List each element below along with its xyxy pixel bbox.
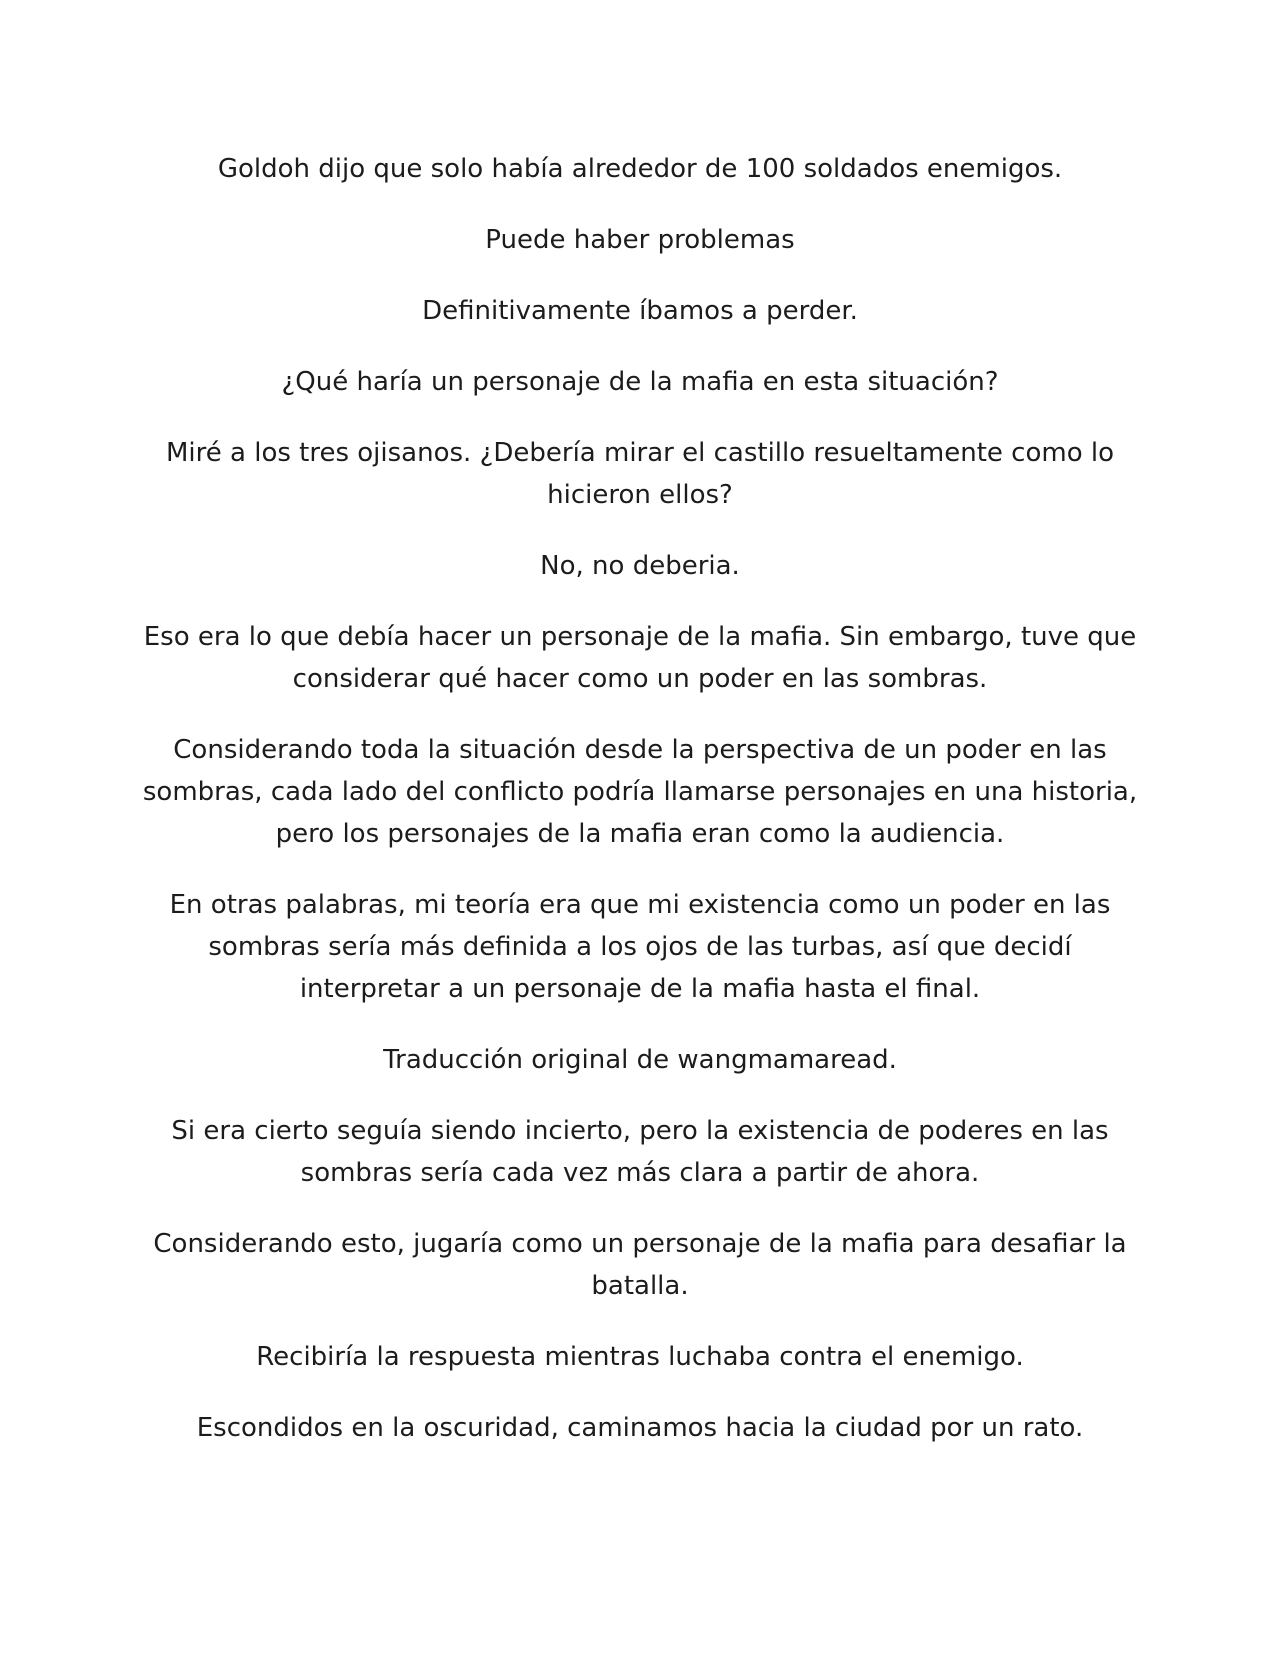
paragraph: Si era cierto seguía siendo incierto, pero la existencia de poderes en las sombras sería cada vez más clara a partir de ahora. [171,1116,1109,1188]
paragraph: Definitivamente íbamos a perder. [422,296,858,326]
paragraph: Considerando esto, jugaría como un personaje de la mafia para desafiar la batalla. [153,1229,1127,1301]
paragraph: Eso era lo que debía hacer un personaje de la mafia. Sin embargo, tuve que considerar qué hacer como un poder en las sombras. [143,622,1137,694]
paragraph: No, no deberia. [540,551,740,581]
paragraph: Puede haber problemas [485,225,795,255]
paragraph: En otras palabras, mi teoría era que mi existencia como un poder en las sombras sería más definida a los ojos de las turbas, así que decidí interpretar a un personaje de la mafia hasta el final. [169,890,1111,1004]
paragraph: Considerando toda la situación desde la perspectiva de un poder en las sombras, cada lado del conflicto podría llamarse personajes en una historia, pero los personajes de la mafia eran como la audiencia. [142,735,1138,849]
paragraph: Miré a los tres ojisanos. ¿Debería mirar el castillo resueltamente como lo hicieron ellos? [165,438,1114,510]
paragraph: ¿Qué haría un personaje de la mafia en esta situación? [281,367,999,397]
paragraph: Recibiría la respuesta mientras luchaba contra el enemigo. [256,1342,1024,1372]
document-body [140,148,1140,1478]
paragraph: Traducción original de wangmamaread. [383,1045,897,1075]
paragraph: Escondidos en la oscuridad, caminamos hacia la ciudad por un rato. [196,1413,1084,1443]
paragraph: Goldoh dijo que solo había alrededor de 100 soldados enemigos. [217,154,1063,184]
